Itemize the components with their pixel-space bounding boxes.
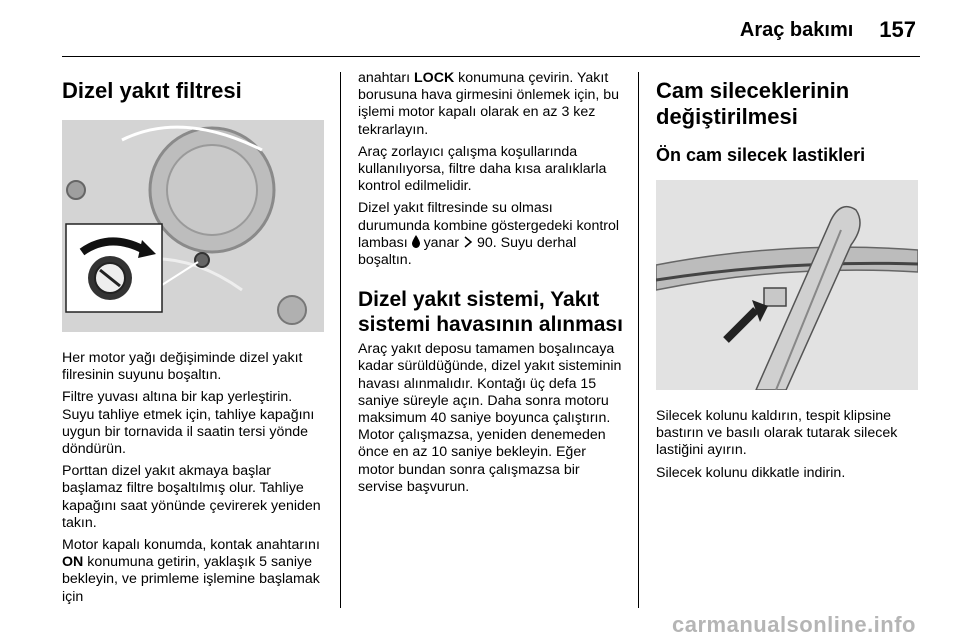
paragraph: Her motor yağı değişiminde dizel yakıt filresinin suyunu boşaltın. [62,350,303,384]
page-reference-arrow-icon [463,236,473,248]
paragraph: Silecek kolunu kaldırın, tespit klipsine bastırın ve basılı olarak tutarak silecek lastiğini ayırın. [656,408,898,459]
header-rule [62,56,920,57]
lock-position-label: LOCK [414,70,455,86]
paragraph: anahtarı LOCK konumuna çevirin. Yakıt borusuna hava girmesini önlemek için, bu işlemi motor kapalı olarak en az 3 kez tekrarlayın. [358,70,620,138]
paragraph: Silecek kolunu dikkatle indirin. [656,464,846,481]
column-2 [358,70,624,501]
paragraph: Dizel yakıt filtresinde su olması durumunda kombine göstergedeki kontrol lambası yanar 90. Suyu derhal boşaltın. [358,200,620,269]
paragraph: Motor kapalı konumda, kontak anahtarını ON konumuna getirin, yaklaşık 5 saniye bekleyin, ve primleme işlemine başlamak için [62,537,320,605]
page-header [740,14,916,46]
paragraph: Araç zorlayıcı çalışma koşullarında kullanılıyorsa, filtre daha kısa aralıklarla kontrol edilmelidir. [358,143,607,195]
column-3 [656,70,922,487]
section-heading-diesel-fuel-system: Dizel yakıt sistemi, Yakıt sistemi havasının alınması [358,288,623,337]
diesel-filter-illustration [62,120,324,332]
paragraph: Porttan dizel yakıt akmaya başlar başlamaz filtre boşaltılmış olur. Tahliye kapağını saat yönünde çevirerek yeniden takın. [62,463,321,531]
column-divider-1 [340,72,341,608]
on-position-label: ON [62,554,84,571]
column-1 [62,70,324,611]
section-heading-wiper-replacement: Cam sileceklerinin değiştirilmesi [656,78,850,129]
paragraph: Filtre yuvası altına bir kap yerleştirin. Suyu tahliye etmek için, tahliye kapağını uygun bir tornavida il saatin tersi yönde döndürün. [62,389,315,458]
wiper-blade-illustration [656,180,918,390]
subsection-heading-front-wiper-blades: Ön cam silecek lastikleri [656,145,866,165]
section-title: Araç bakımı [739,18,854,41]
diesel-filter-photo [62,120,324,332]
section-heading-diesel-filter: Dizel yakıt filtresi [62,78,242,103]
watermark: carmanualsonline.info [672,612,916,637]
column-divider-2 [638,72,639,608]
page-number: 157 [879,17,916,42]
paragraph: Araç yakıt deposu tamamen boşalıncaya kadar sürüldüğünde, dizel yakıt sisteminin havası alınmalıdır. Kontağı üç defa 15 saniye süreyle açın. Daha sonra motoru maksimum 40 saniye boyunca çalıştırın. Motor çalışmazsa, yeniden denemeden önce en az 10 saniye bekleyin. Eğer motor bundan sonra çalışmazsa bir servise başvurun. [358,341,622,495]
water-in-fuel-icon [412,235,420,248]
wiper-blade-photo [656,180,918,390]
